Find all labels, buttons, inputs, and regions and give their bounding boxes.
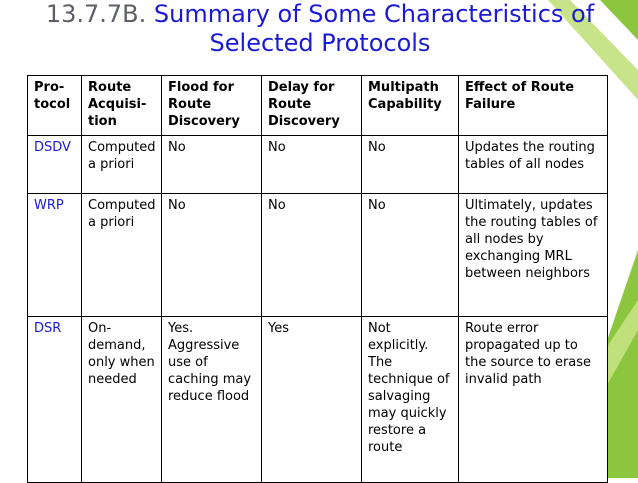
flood-cell: Yes. Aggressive use of caching may reduce flood xyxy=(162,317,262,483)
table-row xyxy=(28,194,608,317)
header-delay-for-route-discovery: Delay for Route Discovery xyxy=(262,76,362,136)
header-multipath-capability: Multipath Capability xyxy=(362,76,459,136)
delay-cell: No xyxy=(262,136,362,194)
route-failure-cell: Route error propagated up to the source to erase invalid path xyxy=(459,317,608,483)
multipath-cell: Not explicitly. The technique of salvaging may quickly restore a route xyxy=(362,317,459,483)
route-failure-cell: Updates the routing tables of all nodes xyxy=(459,136,608,194)
title-line-2: Selected Protocols xyxy=(209,29,431,57)
table-row xyxy=(28,317,608,483)
table-header-row xyxy=(28,76,608,136)
route-failure-cell: Ultimately, updates the routing tables of all nodes by exchanging MRL between neighbors xyxy=(459,194,608,317)
delay-cell: Yes xyxy=(262,317,362,483)
delay-cell: No xyxy=(262,194,362,317)
header-effect-of-route-failure: Effect of Route Failure xyxy=(459,76,608,136)
table-row xyxy=(28,136,608,194)
title-line-1: Summary of Some Characteristics of xyxy=(153,0,595,28)
protocol-cell: DSR xyxy=(28,317,82,483)
route-acquisition-cell: Computed a priori xyxy=(82,194,162,317)
header-protocol: Pro-tocol xyxy=(28,76,82,136)
route-acquisition-cell: Computed a priori xyxy=(82,136,162,194)
slide-number: 13.7.7B. xyxy=(45,0,147,28)
header-route-acquisition: Route Acquisi-tion xyxy=(82,76,162,136)
multipath-cell: No xyxy=(362,136,459,194)
flood-cell: No xyxy=(162,194,262,317)
protocol-summary-table xyxy=(27,75,608,483)
multipath-cell: No xyxy=(362,194,459,317)
protocol-cell: WRP xyxy=(28,194,82,317)
header-flood-for-route-discovery: Flood for Route Discovery xyxy=(162,76,262,136)
protocol-cell: DSDV xyxy=(28,136,82,194)
flood-cell: No xyxy=(162,136,262,194)
route-acquisition-cell: On-demand, only when needed xyxy=(82,317,162,483)
slide-title xyxy=(20,0,620,58)
